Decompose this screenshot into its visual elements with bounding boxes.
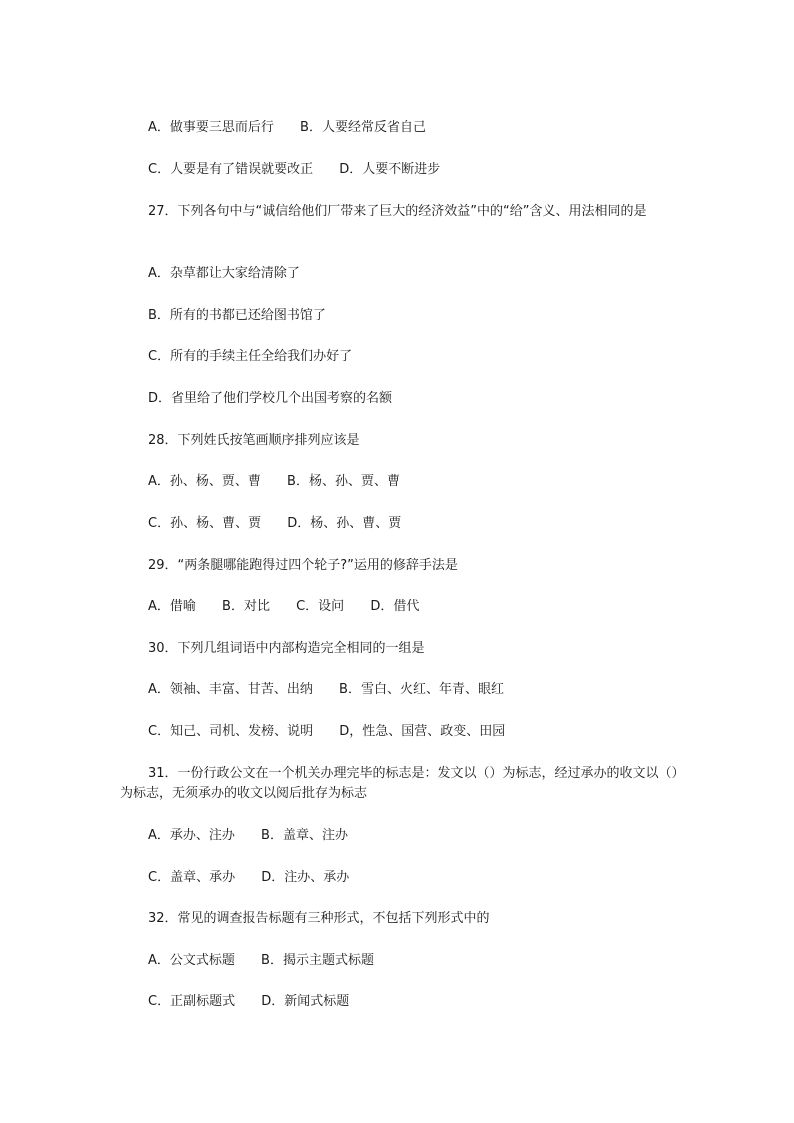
option-d: D．省里给了他们学校几个出国考察的名额: [148, 391, 393, 406]
option-c: C．知己、司机、发榜、说明: [148, 724, 314, 739]
question-28: 28．下列姓氏按笔画顺序排列应该是: [148, 433, 360, 448]
option-d: D，性急、国营、政变、田园: [339, 724, 506, 739]
options-row: [148, 722, 505, 742]
option-b: B．揭示主题式标题: [261, 953, 374, 968]
option-b: B．人要经常反省自己: [300, 120, 426, 135]
option-a: A．领袖、丰富、甘苦、出纳: [148, 682, 313, 697]
options-row: [148, 597, 419, 617]
option-d: D．借代: [370, 599, 420, 614]
option-b: B．所有的书都已还给图书馆了: [148, 308, 326, 323]
question-27: 27．下列各句中与“诚信给他们厂带来了巨大的经济效益”中的“给”含义、用法相同的是: [148, 204, 647, 219]
option-a: A．做事要三思而后行: [148, 120, 274, 135]
option-c: C．设问: [296, 599, 345, 614]
options-row: [148, 951, 374, 971]
option-a: A．承办、注办: [148, 828, 235, 843]
option-c: C．所有的手续主任全给我们办好了: [148, 349, 353, 364]
question-29: 29．“两条腿哪能跑得过四个轮子?”运用的修辞手法是: [148, 558, 458, 573]
option-b: B．雪白、火红、年青、眼红: [339, 682, 504, 697]
option-c: C．孙、杨、曹、贾: [148, 516, 262, 531]
options-row: [148, 472, 400, 492]
option-c: C．正副标题式: [148, 994, 236, 1009]
question-30: 30．下列几组词语中内部构造完全相同的一组是: [148, 641, 425, 656]
option-a: A．借喻: [148, 599, 196, 614]
option-d: D．人要不断进步: [339, 162, 441, 177]
option-d: D．杨、孙、曹、贾: [287, 516, 402, 531]
options-row: [148, 868, 349, 888]
options-row: [148, 680, 504, 700]
option-b: B．盖章、注办: [261, 828, 348, 843]
option-c: C．人要是有了错误就要改正: [148, 162, 314, 177]
option-a: A．孙、杨、贾、曹: [148, 474, 261, 489]
option-a: A．杂草都让大家给清除了: [148, 266, 300, 281]
option-d: D．新闻式标题: [261, 994, 350, 1009]
option-b: B．杨、孙、贾、曹: [287, 474, 400, 489]
option-d: D．注办、承办: [261, 870, 350, 885]
question-32: 32．常见的调查报告标题有三种形式，不包括下列形式中的: [148, 911, 490, 926]
question-31: 31．一份行政公文在一个机关办理完毕的标志是：发文以（）为标志，经过承办的收文以（）为标志，无须承办的收文以阅后批存为标志: [120, 766, 679, 801]
option-a: A．公文式标题: [148, 953, 235, 968]
options-row: [148, 992, 349, 1012]
option-b: B．对比: [222, 599, 270, 614]
options-row: [148, 118, 426, 138]
options-row: [148, 160, 440, 180]
options-row: [148, 826, 348, 846]
options-row: [148, 514, 401, 534]
option-c: C．盖章、承办: [148, 870, 236, 885]
